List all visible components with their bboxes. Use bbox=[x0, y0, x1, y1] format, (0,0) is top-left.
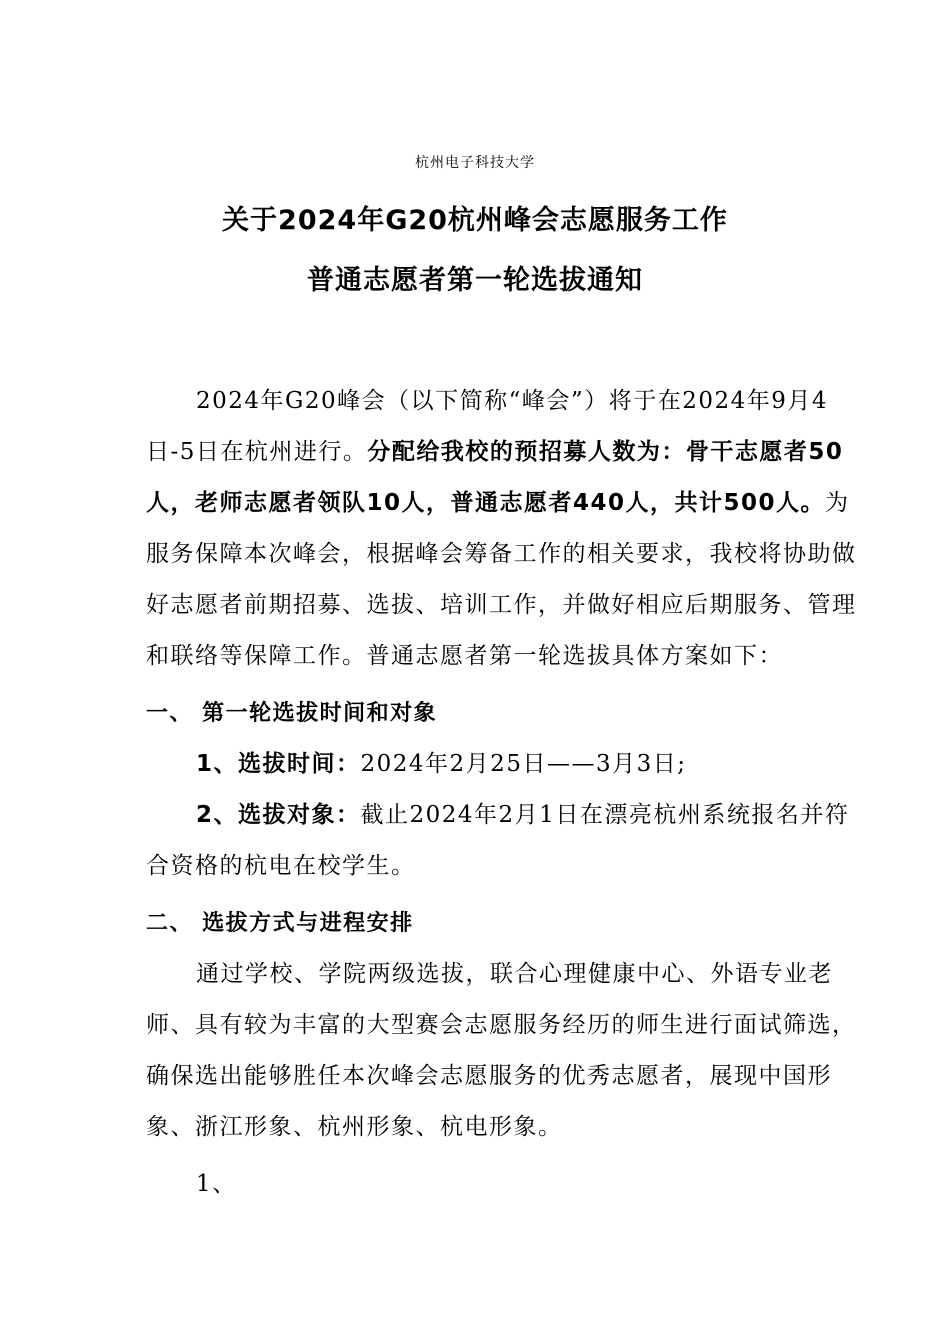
selection-target-item bbox=[146, 790, 866, 892]
section-2-heading: 二、 选拔方式与进程安排 bbox=[146, 911, 414, 936]
document-body bbox=[146, 376, 866, 1210]
university-header: 杭州电子科技大学 bbox=[415, 155, 535, 171]
quota-text: 分配给我校的预招募人数为：骨干志愿者50人，老师志愿者领队10人，普通志愿者440人，共计500人。 bbox=[146, 439, 844, 516]
selection-method-paragraph: 通过学校、学院两级选拔，联合心理健康中心、外语专业老师、具有较为丰富的大型赛会志愿服务经历的师生进行面试筛选，确保选出能够胜任本次峰会志愿服务的优秀志愿者，展现中国形象、浙江形象、杭州形象、杭电形象。 bbox=[146, 961, 857, 1140]
document-title-line-1: 关于2024年G20杭州峰会志愿服务工作 bbox=[222, 205, 728, 236]
intro-purpose-text: 为服务保障本次峰会，根据峰会筹备工作的相关要求，我校将协助做好志愿者前期招募、选拔、培训工作，并做好相应后期服务、管理和联络等保障工作。普通志愿者第一轮选拔具体方案如下： bbox=[146, 490, 857, 669]
selection-time-label: 1、选拔时间： bbox=[196, 751, 361, 777]
list-item-1: 1、 bbox=[196, 1171, 237, 1197]
document-title-line-2: 普通志愿者第一轮选拔通知 bbox=[307, 265, 643, 296]
intro-paragraph bbox=[146, 376, 866, 682]
intro-text: 2024年G20峰会（以下简称“峰会”）将于在2024年9月4日-5日在杭州进行。 bbox=[146, 388, 828, 465]
section-1-heading: 一、 第一轮选拔时间和对象 bbox=[146, 701, 438, 726]
selection-target-value: 截止2024年2月1日在漂亮杭州系统报名并符合资格的杭电在校学生。 bbox=[146, 802, 850, 879]
selection-time-value: 2024年2月25日——3月3日; bbox=[360, 751, 687, 777]
selection-target-label: 2、选拔对象： bbox=[196, 802, 361, 828]
selection-time-item bbox=[146, 739, 866, 790]
